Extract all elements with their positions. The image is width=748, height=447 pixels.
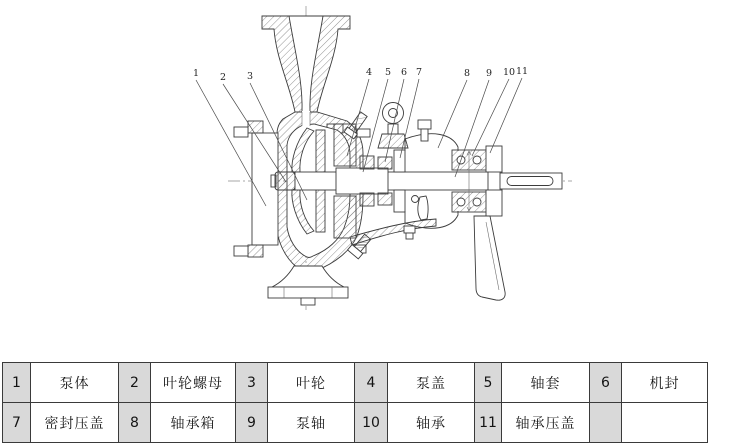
bearing-cover-lower — [486, 190, 502, 216]
pump-shaft — [295, 172, 501, 190]
part-number-cell: 5 — [475, 363, 502, 403]
callout-number-2: 2 — [219, 72, 227, 83]
parts-table-row — [3, 363, 708, 403]
callout-number-10: 10 — [502, 67, 516, 78]
eyebolt-group — [378, 103, 431, 149]
support-leg-group — [474, 216, 505, 300]
part-number-cell: 7 — [3, 403, 31, 443]
foot-flange — [268, 287, 348, 298]
part-name-cell: 泵体 — [31, 363, 119, 403]
bearing-cover-upper — [486, 146, 502, 172]
callout-number-9: 9 — [485, 68, 493, 79]
part-name-cell: 叶轮 — [268, 363, 355, 403]
callout-number-1: 1 — [192, 68, 200, 79]
oil-sight-plug — [412, 196, 419, 203]
hex-bolt — [418, 120, 431, 129]
parts-table-row — [3, 403, 708, 443]
keyway — [507, 177, 553, 186]
part-number-cell: 11 — [475, 403, 502, 443]
leader-line-8 — [438, 80, 467, 148]
callout-number-11: 11 — [515, 66, 529, 77]
lifting-eye-ring — [383, 103, 404, 124]
part-number-cell: 10 — [355, 403, 388, 443]
pump-cover-lower — [334, 196, 356, 238]
shaft-sleeve — [336, 168, 388, 194]
part-number-cell: 1 — [3, 363, 31, 403]
callout-number-3: 3 — [246, 71, 254, 82]
part-name-cell: 机封 — [622, 363, 708, 403]
part-number-cell: 6 — [590, 363, 622, 403]
part-number-cell: 2 — [119, 363, 151, 403]
part-number-cell: 9 — [236, 403, 268, 443]
part-name-cell: 轴承压盖 — [502, 403, 590, 443]
part-name-cell: 轴承箱 — [151, 403, 236, 443]
part-name-cell — [622, 403, 708, 443]
callout-number-8: 8 — [463, 68, 471, 79]
seal-gland — [394, 150, 405, 172]
part-number-cell — [590, 403, 622, 443]
part-name-cell: 叶轮螺母 — [151, 363, 236, 403]
part-number-cell: 4 — [355, 363, 388, 403]
callout-number-7: 7 — [415, 67, 423, 78]
leader-line-10 — [472, 79, 509, 156]
part-name-cell: 泵盖 — [388, 363, 475, 403]
leader-line-11 — [490, 78, 522, 153]
part-name-cell: 密封压盖 — [31, 403, 119, 443]
callout-number-4: 4 — [365, 67, 373, 78]
callout-number-5: 5 — [384, 67, 392, 78]
leader-line-7 — [400, 79, 419, 158]
part-name-cell: 泵轴 — [268, 403, 355, 443]
part-number-cell: 8 — [119, 403, 151, 443]
part-number-cell: 3 — [236, 363, 268, 403]
suction-flange — [234, 121, 278, 257]
parts-table-body — [3, 363, 708, 443]
part-name-cell: 轴套 — [502, 363, 590, 403]
part-name-cell: 轴承 — [388, 403, 475, 443]
parts-table — [2, 362, 708, 443]
callout-number-6: 6 — [400, 67, 408, 78]
shaft-group — [295, 168, 562, 194]
